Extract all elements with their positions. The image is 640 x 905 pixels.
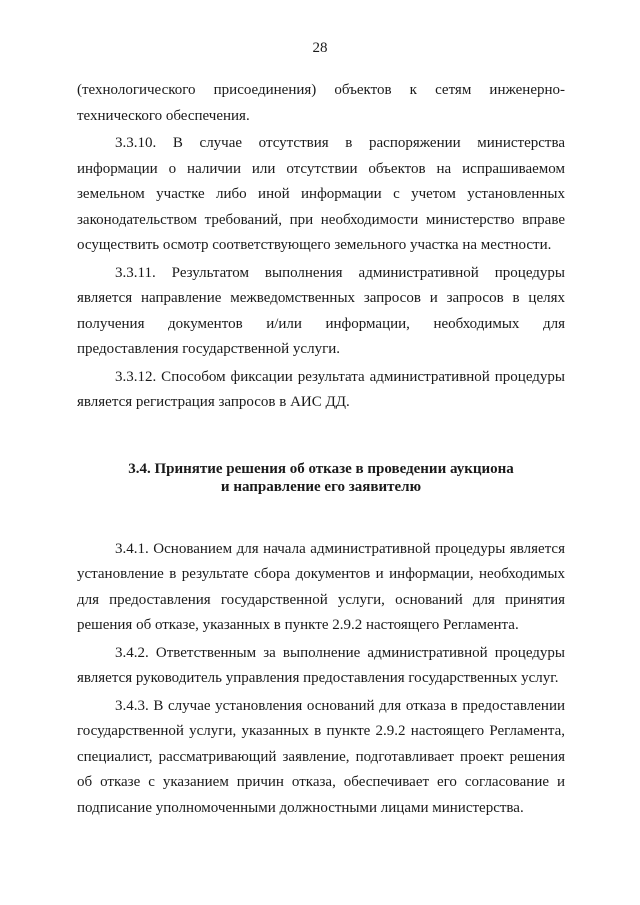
page-number: 28 <box>312 40 328 56</box>
paragraph-3-4-3: 3.4.3. В случае установления оснований для отказа в предоставлении государственной услуги, указанных в пункте 2.9.2 настоящего Регламента, специалист, рассматривающий заявление, подготавливает проект решения об отказе с указанием причин отказа, обеспечивает его согласование и подписание уполномоченными должностными лицами министерства. <box>77 697 565 816</box>
section-heading-line-2: и направление его заявителю <box>220 478 422 495</box>
paragraph-3-3-11: 3.3.11. Результатом выполнения административной процедуры является направление межведомственных запросов и запросов в целях получения документов и/или информации, необходимых для предоставления государственной услуги. <box>77 264 565 357</box>
paragraph-3-4-1: 3.4.1. Основанием для начала административной процедуры является установление в результате сбора документов и информации, необходимых для предоставления государственной услуги, оснований для принятия решения об отказе, указанных в пункте 2.9.2 настоящего Регламента. <box>77 540 565 633</box>
paragraph-continuation: (технологического присоединения) объектов к сетям инженерно-технического обеспечения. <box>77 82 565 124</box>
section-heading-3-4 <box>77 460 565 496</box>
paragraph-3-4-2: 3.4.2. Ответственным за выполнение административной процедуры является руководитель управления предоставления государственных услуг. <box>77 644 565 686</box>
paragraph-3-3-10: 3.3.10. В случае отсутствия в распоряжении министерства информации о наличии или отсутствии объектов на испрашиваемом земельном участке либо иной информации с учетом установленных законодательством требований, при необходимости министерство вправе осуществить осмотр соответствующего земельного участка на местности. <box>77 135 565 253</box>
paragraph-3-3-12: 3.3.12. Способом фиксации результата административной процедуры является регистрация запросов в АИС ДД. <box>77 368 565 410</box>
document-body <box>77 78 565 823</box>
section-heading-line-1: 3.4. Принятие решения об отказе в проведении аукциона <box>128 460 514 477</box>
